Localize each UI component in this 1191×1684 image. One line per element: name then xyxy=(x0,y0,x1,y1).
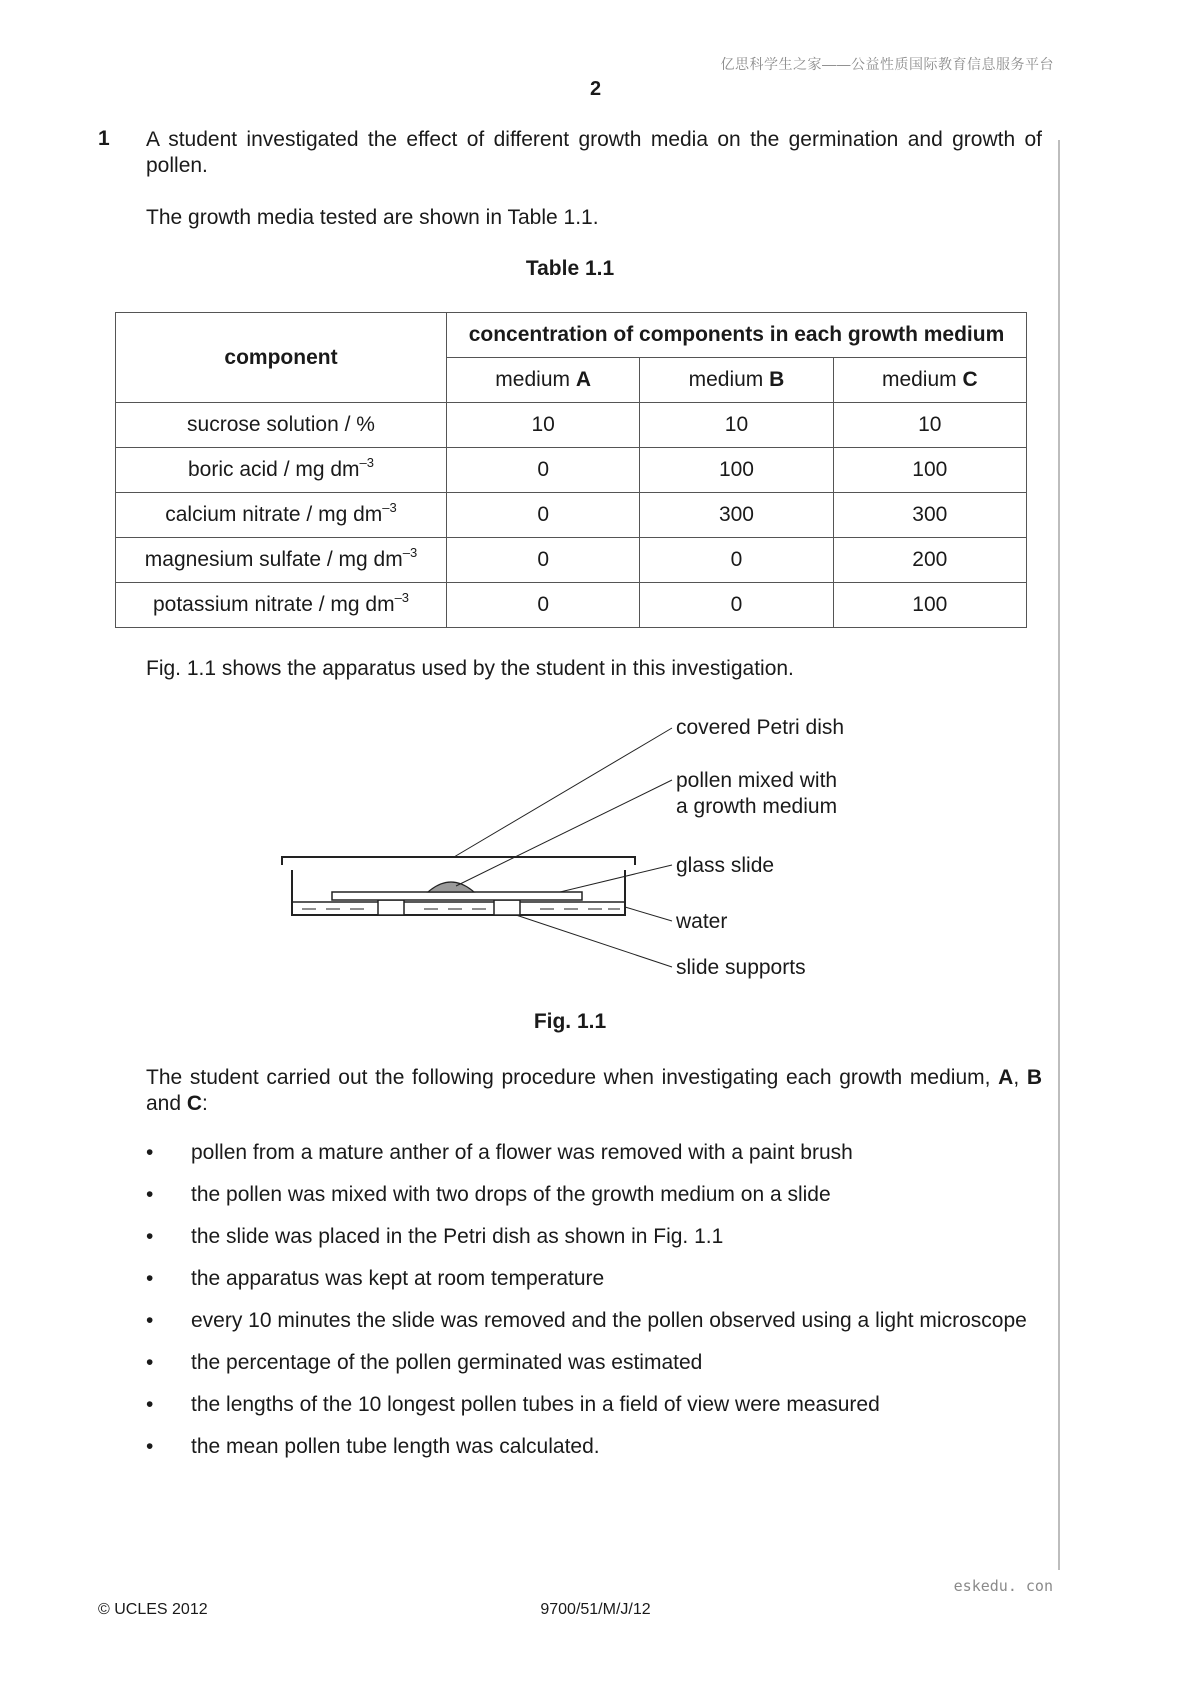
component-name: sucrose solution / % xyxy=(116,403,447,448)
value-cell: 300 xyxy=(833,493,1026,538)
label-pollen-line2: a growth medium xyxy=(676,795,838,818)
value-cell: 0 xyxy=(447,493,640,538)
table-row xyxy=(116,448,1027,493)
value-cell: 100 xyxy=(833,583,1026,628)
growth-media-table xyxy=(115,312,1027,628)
value-cell: 0 xyxy=(640,538,833,583)
bullet-icon: • xyxy=(146,1435,154,1458)
bullet-icon: • xyxy=(146,1267,154,1290)
value-cell: 100 xyxy=(640,448,833,493)
bullet-icon: • xyxy=(146,1351,154,1374)
header-medium-c: medium C xyxy=(833,358,1026,403)
value-cell: 10 xyxy=(833,403,1026,448)
footer-site: eskedu. con xyxy=(953,1577,1053,1595)
table-row xyxy=(116,583,1027,628)
leader-glass-slide xyxy=(560,865,672,892)
pollen-drop xyxy=(428,882,474,892)
component-name: boric acid / mg $dm^{-3}$ xyxy=(116,448,447,493)
header-medium-b: medium B xyxy=(640,358,833,403)
margin-rule xyxy=(1058,140,1060,1570)
table-row xyxy=(116,403,1027,448)
watermark-text: 亿思科学生之家——公益性质国际教育信息服务平台 xyxy=(720,56,1054,72)
bullet-icon: • xyxy=(146,1141,154,1164)
component-name: magnesium sulfate / mg $dm^{-3}$ xyxy=(116,538,447,583)
table-row xyxy=(116,493,1027,538)
petri-dish-lid xyxy=(282,857,635,865)
list-item: • the mean pollen tube length was calculated. xyxy=(146,1435,600,1458)
figure-intro: Fig. 1.1 shows the apparatus used by the student in this investigation. xyxy=(146,657,794,680)
leader-slide-supports xyxy=(516,915,672,967)
bullet-icon: • xyxy=(146,1225,154,1248)
slide-support-left xyxy=(378,900,404,915)
apparatus-diagram xyxy=(270,700,910,990)
value-cell: 0 xyxy=(447,448,640,493)
table-intro: The growth media tested are shown in Table 1.1. xyxy=(146,206,599,229)
question-intro: A student investigated the effect of different growth media on the germination and growth of pollen. xyxy=(146,128,1042,177)
header-medium-a: medium A xyxy=(447,358,640,403)
footer-code: 9700/51/M/J/12 xyxy=(540,1601,651,1618)
procedure-intro: The student carried out the following procedure when investigating each growth medium, A, B and C: xyxy=(146,1066,1042,1115)
value-cell: 100 xyxy=(833,448,1026,493)
footer-copyright: © UCLES 2012 xyxy=(98,1601,208,1618)
header-component: component xyxy=(116,313,447,403)
list-item: • the slide was placed in the Petri dish as shown in Fig. 1.1 xyxy=(146,1225,724,1248)
value-cell: 0 xyxy=(447,583,640,628)
glass-slide xyxy=(332,892,582,900)
header-concentration: concentration of components in each growth medium xyxy=(447,313,1027,358)
figure-caption: Fig. 1.1 xyxy=(533,1010,607,1033)
list-item: • the apparatus was kept at room temperature xyxy=(146,1267,605,1290)
bullet-icon: • xyxy=(146,1309,154,1332)
table-caption: Table 1.1 xyxy=(525,257,615,280)
label-water: water xyxy=(676,910,728,933)
label-pollen-line1: pollen mixed with xyxy=(676,769,838,792)
label-glass-slide: glass slide xyxy=(676,854,775,877)
bullet-icon: • xyxy=(146,1393,154,1416)
label-petri-dish: covered Petri dish xyxy=(676,716,845,739)
value-cell: 0 xyxy=(447,538,640,583)
leader-water xyxy=(625,907,672,921)
leader-petri-dish xyxy=(454,728,672,857)
label-slide-supports: slide supports xyxy=(676,956,806,979)
list-item: • the pollen was mixed with two drops of the growth medium on a slide xyxy=(146,1183,831,1206)
value-cell: 200 xyxy=(833,538,1026,583)
value-cell: 300 xyxy=(640,493,833,538)
value-cell: 10 xyxy=(447,403,640,448)
list-item: • every 10 minutes the slide was removed and the pollen observed using a light microscope xyxy=(146,1309,1027,1332)
list-item: • the lengths of the 10 longest pollen tubes in a field of view were measured xyxy=(146,1393,880,1416)
value-cell: 0 xyxy=(640,583,833,628)
value-cell: 10 xyxy=(640,403,833,448)
page-number: 2 xyxy=(589,78,602,100)
procedure-list xyxy=(146,1140,1042,1476)
list-item: • pollen from a mature anther of a flower was removed with a paint brush xyxy=(146,1141,853,1164)
bullet-icon: • xyxy=(146,1183,154,1206)
table-row xyxy=(116,538,1027,583)
question-number: 1 xyxy=(98,127,110,150)
slide-support-right xyxy=(494,900,520,915)
list-item: • the percentage of the pollen germinated was estimated xyxy=(146,1351,703,1374)
component-name: calcium nitrate / mg $dm^{-3}$ xyxy=(116,493,447,538)
leader-pollen xyxy=(456,780,672,886)
component-name: potassium nitrate / mg $dm^{-3}$ xyxy=(116,583,447,628)
